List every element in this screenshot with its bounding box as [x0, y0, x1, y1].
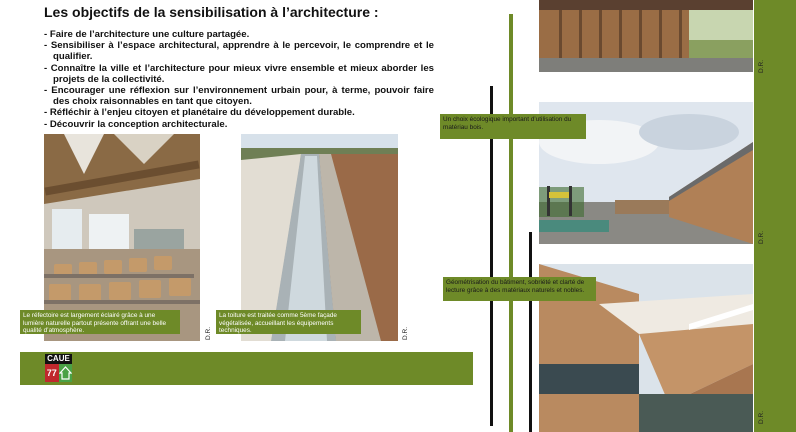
page-title: Les objectifs de la sensibilisation à l’architecture :	[44, 4, 379, 20]
objectives-list	[44, 29, 434, 130]
footer-bar	[20, 352, 473, 385]
credit-label: D.R.	[758, 60, 765, 73]
objective-item: - Connaître la ville et l’architecture pour mieux vivre ensemble et mieux aborder les projets de la collectivité.	[44, 62, 434, 85]
objective-item: - Découvrir la conception architecturale.	[44, 118, 228, 130]
divider-black-vertical	[529, 232, 532, 432]
house-icon	[59, 364, 73, 382]
photo-facade-haut	[539, 0, 753, 72]
objective-item: - Encourager une réflexion sur l’environnement urbain pour, à terme, pouvoir faire des choix raisonnables en tant que citoyen.	[44, 85, 434, 108]
objective-item: - Faire de l’architecture une culture partagée.	[44, 29, 250, 40]
credit-label: D.R.	[402, 327, 409, 340]
logo-text: CAUE	[45, 354, 72, 364]
credit-label: D.R.	[758, 411, 765, 424]
caue-logo	[45, 354, 72, 382]
caption-toiture: La toiture est traitée comme 5ème façade végétalisée, accueillant les équipements techniques.	[216, 310, 361, 334]
objective-item: - Réfléchir à l’enjeu citoyen et planétaire du développement durable.	[44, 107, 355, 119]
credit-label: D.R.	[205, 327, 212, 340]
facade-illustration	[539, 0, 753, 72]
caption-bois: Un choix écologique important d’utilisation du matériau bois.	[440, 114, 586, 139]
caption-geometrisation: Géométrisation du bâtiment, sobriété et clarté de lecture grâce à des matériaux naturels et nobles.	[443, 277, 596, 301]
objective-item: - Sensibiliser à l’espace architectural, apprendre à le percevoir, le comprendre et le qualifier.	[44, 40, 434, 63]
caption-refectoire: Le réfectoire est largement éclairé grâce à une lumière naturelle partout présente offrant une belle qualité d’atmosphère.	[20, 310, 180, 334]
divider-olive-vertical	[509, 14, 513, 432]
credit-label: D.R.	[758, 231, 765, 244]
logo-number: 77	[45, 364, 59, 382]
